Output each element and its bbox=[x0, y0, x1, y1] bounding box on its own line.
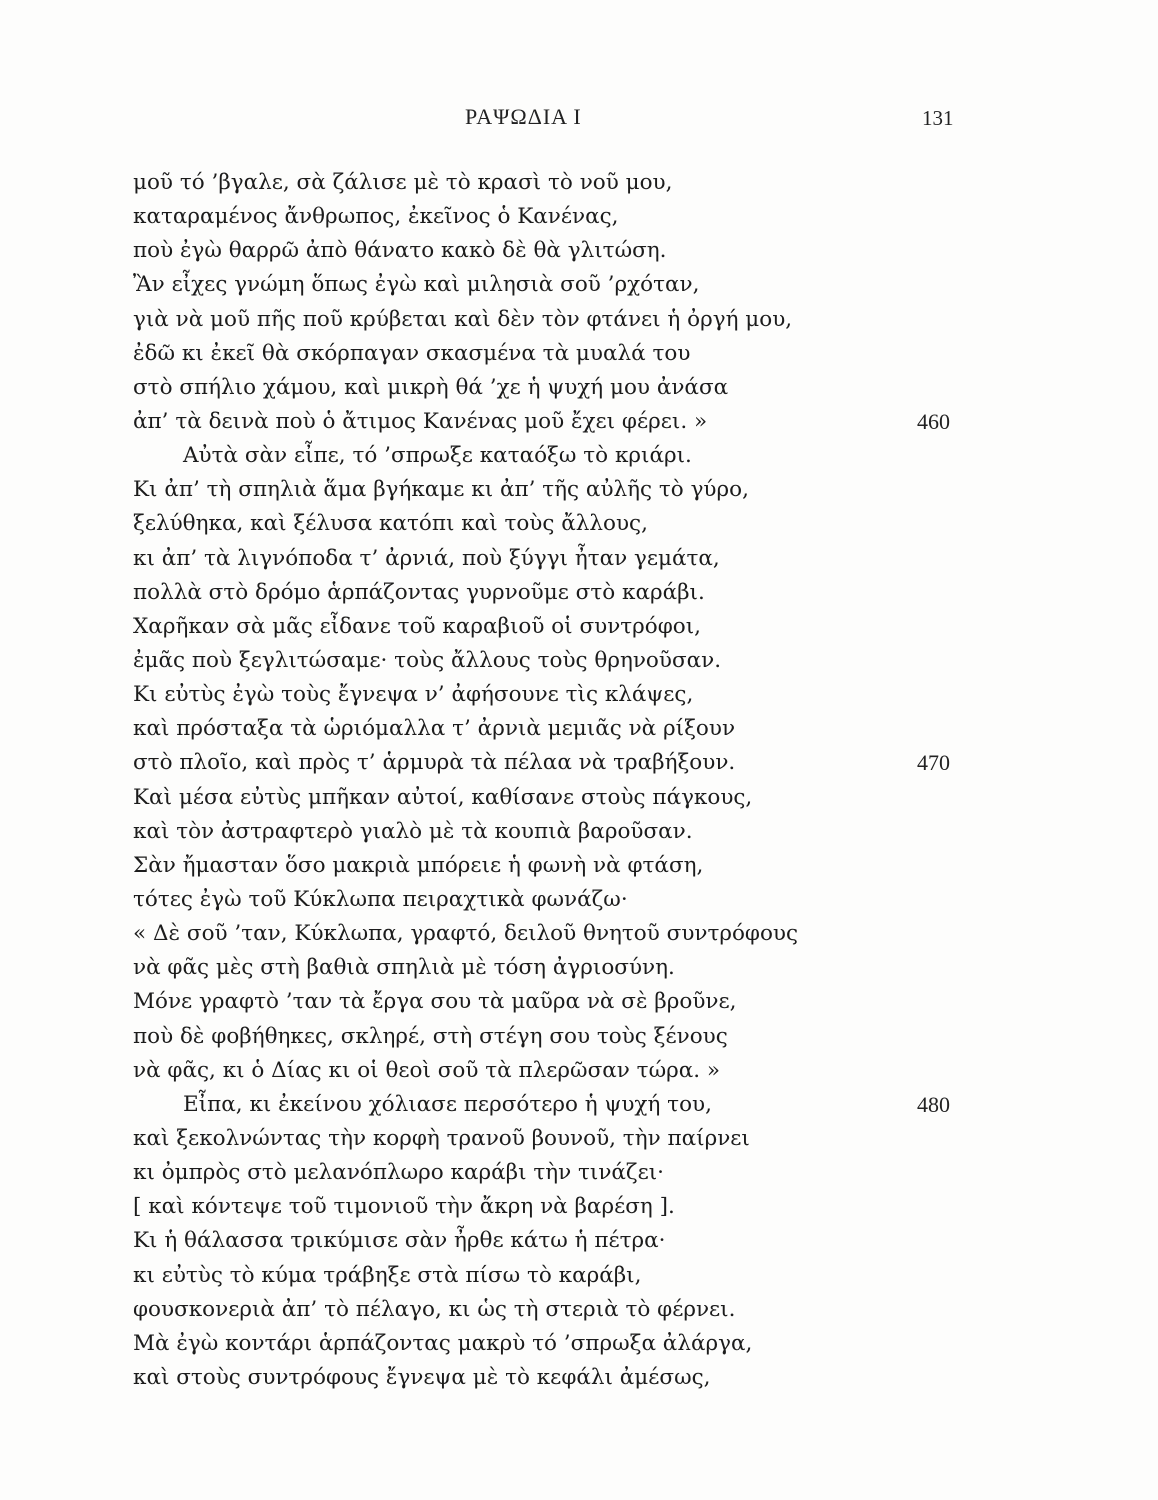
verse-line bbox=[133, 473, 973, 507]
verse-line bbox=[133, 1224, 973, 1258]
verse-line bbox=[133, 883, 973, 917]
verse-line bbox=[133, 1259, 973, 1293]
verse-text: στὸ σπήλιο χάμου, καὶ μικρὴ θά ’χε ἡ ψυχή μου ἀνάσα bbox=[133, 374, 729, 400]
page-number: 131 bbox=[922, 106, 954, 130]
verse-line bbox=[133, 1054, 973, 1088]
verse-text: κι εὐτὺς τὸ κύμα τράβηξε στὰ πίσω τὸ καράβι, bbox=[133, 1262, 642, 1288]
verse-line bbox=[133, 917, 973, 951]
verse-text: νὰ φᾶς μὲς στὴ βαθιὰ σπηλιὰ μὲ τόση ἀγριοσύνη. bbox=[133, 955, 675, 981]
verse-block bbox=[133, 166, 973, 1395]
verse-text: ποὺ ἐγὼ θαρρῶ ἀπὸ θάνατο κακὸ δὲ θὰ γλιτώση. bbox=[133, 238, 667, 264]
verse-text: κι ἀπ’ τὰ λιγνόποδα τ’ ἀρνιά, ποὺ ξύγγι ἦταν γεμάτα, bbox=[133, 545, 720, 571]
verse-text: καὶ ξεκολνώντας τὴν κορφὴ τρανοῦ βουνοῦ, τὴν παίρνει bbox=[133, 1125, 750, 1151]
verse-text: στὸ πλοῖο, καὶ πρὸς τ’ ἁρμυρὰ τὰ πέλαα νὰ τραβήξουν. bbox=[133, 750, 736, 776]
verse-text: ἐμᾶς ποὺ ξεγλιτώσαμε· τοὺς ἄλλους τοὺς θρηνοῦσαν. bbox=[133, 647, 722, 673]
verse-text: καὶ στοὺς συντρόφους ἔγνεψα μὲ τὸ κεφάλι ἀμέσως, bbox=[133, 1364, 711, 1390]
verse-text: Καὶ μέσα εὐτὺς μπῆκαν αὐτοί, καθίσανε στοὺς πάγκους, bbox=[133, 784, 753, 810]
verse-line bbox=[133, 371, 973, 405]
verse-line bbox=[133, 781, 973, 815]
verse-line bbox=[133, 746, 973, 780]
verse-text: Κι εὐτὺς ἐγὼ τοὺς ἔγνεψα ν’ ἀφήσουνε τὶς κλάψες, bbox=[133, 682, 694, 708]
verse-line bbox=[133, 268, 973, 302]
line-number: 480 bbox=[917, 1091, 950, 1117]
verse-line bbox=[133, 439, 973, 473]
verse-line bbox=[133, 610, 973, 644]
running-title: ΡΑΨΩΔΙΑ Ι bbox=[465, 104, 582, 129]
verse-text: Μόνε γραφτὸ ’ταν τὰ ἔργα σου τὰ μαῦρα νὰ σὲ βροῦνε, bbox=[133, 989, 737, 1015]
line-number: 470 bbox=[917, 750, 950, 776]
verse-line bbox=[133, 166, 973, 200]
verse-line bbox=[133, 1122, 973, 1156]
verse-text: καὶ πρόσταξα τὰ ὡριόμαλλα τ’ ἀρνιὰ μεμιᾶς νὰ ρίξουν bbox=[133, 716, 736, 742]
verse-line bbox=[133, 951, 973, 985]
verse-line bbox=[133, 1190, 973, 1224]
verse-line bbox=[133, 849, 973, 883]
verse-text: ξελύθηκα, καὶ ξέλυσα κατόπι καὶ τοὺς ἄλλους, bbox=[133, 511, 648, 537]
verse-line bbox=[133, 542, 973, 576]
verse-text: κι ὀμπρὸς στὸ μελανόπλωρο καράβι τὴν τινάζει· bbox=[133, 1160, 664, 1186]
verse-text: νὰ φᾶς, κι ὁ Δίας κι οἱ θεοὶ σοῦ τὰ πλερῶσαν τώρα. » bbox=[133, 1057, 721, 1083]
verse-text: ποὺ δὲ φοβήθηκες, σκληρέ, στὴ στέγη σου τοὺς ξένους bbox=[133, 1023, 728, 1049]
verse-text: πολλὰ στὸ δρόμο ἁρπάζοντας γυρνοῦμε στὸ καράβι. bbox=[133, 579, 705, 605]
verse-text: Ἂν εἶχες γνώμη ὅπως ἐγὼ καὶ μιλησιὰ σοῦ ’ρχόταν, bbox=[133, 272, 700, 298]
verse-text: Σὰν ἤμασταν ὅσο μακριὰ μπόρειε ἡ φωνὴ νὰ φτάση, bbox=[133, 852, 704, 878]
verse-text: [ καὶ κόντεψε τοῦ τιμονιοῦ τὴν ἄκρη νὰ βαρέση ]. bbox=[133, 1194, 675, 1220]
verse-line bbox=[133, 644, 973, 678]
verse-line bbox=[133, 507, 973, 541]
verse-text: Κι ἡ θάλασσα τρικύμισε σὰν ἦρθε κάτω ἡ πέτρα· bbox=[133, 1228, 666, 1254]
verse-line bbox=[133, 1327, 973, 1361]
verse-line bbox=[133, 234, 973, 268]
verse-line bbox=[133, 303, 973, 337]
line-number: 460 bbox=[917, 408, 950, 434]
verse-text: καταραμένος ἄνθρωπος, ἐκεῖνος ὁ Κανένας, bbox=[133, 204, 619, 230]
verse-text: Εἶπα, κι ἐκείνου χόλιασε περσότερο ἡ ψυχή του, bbox=[183, 1091, 712, 1117]
verse-text: Μὰ ἐγὼ κοντάρι ἁρπάζοντας μακρὺ τό ’σπρωξα ἀλάργα, bbox=[133, 1330, 753, 1356]
verse-line bbox=[133, 1293, 973, 1327]
verse-text: μοῦ τό ’βγαλε, σὰ ζάλισε μὲ τὸ κρασὶ τὸ νοῦ μου, bbox=[133, 170, 673, 195]
verse-line bbox=[133, 1020, 973, 1054]
verse-text: Κι ἀπ’ τὴ σπηλιὰ ἅμα βγήκαμε κι ἀπ’ τῆς αὐλῆς τὸ γύρο, bbox=[133, 477, 749, 503]
verse-text: Χαρῆκαν σὰ μᾶς εἶδανε τοῦ καραβιοῦ οἱ συντρόφοι, bbox=[133, 613, 702, 639]
verse-line bbox=[133, 1361, 973, 1395]
verse-text: καὶ τὸν ἀστραφτερὸ γιαλὸ μὲ τὰ κουπιὰ βαροῦσαν. bbox=[133, 818, 693, 844]
verse-text: τότες ἐγὼ τοῦ Κύκλωπα πειραχτικὰ φωνάζω· bbox=[133, 886, 628, 912]
verse-line bbox=[133, 405, 973, 439]
verse-line bbox=[133, 678, 973, 712]
verse-line bbox=[133, 815, 973, 849]
verse-text: γιὰ νὰ μοῦ πῆς ποῦ κρύβεται καὶ δὲν τὸν φτάνει ἡ ὀργή μου, bbox=[133, 306, 793, 332]
verse-line bbox=[133, 712, 973, 746]
verse-text: ἀπ’ τὰ δεινὰ ποὺ ὁ ἄτιμος Κανένας μοῦ ἔχει φέρει. » bbox=[133, 408, 708, 434]
verse-line bbox=[133, 1088, 973, 1122]
verse-line bbox=[133, 1156, 973, 1190]
verse-text: Αὐτὰ σὰν εἶπε, τό ’σπρωξε καταόξω τὸ κριάρι. bbox=[183, 443, 692, 469]
running-header bbox=[0, 104, 1158, 134]
verse-line bbox=[133, 337, 973, 371]
verse-line bbox=[133, 200, 973, 234]
verse-line bbox=[133, 576, 973, 610]
verse-text: ἐδῶ κι ἐκεῖ θὰ σκόρπαγαν σκασμένα τὰ μυαλά του bbox=[133, 340, 691, 366]
verse-text: « Δὲ σοῦ ’ταν, Κύκλωπα, γραφτό, δειλοῦ θνητοῦ συντρόφους bbox=[133, 921, 799, 947]
verse-text: φουσκονεριὰ ἀπ’ τὸ πέλαγο, κι ὡς τὴ στεριὰ τὸ φέρνει. bbox=[133, 1296, 736, 1322]
verse-line bbox=[133, 985, 973, 1019]
